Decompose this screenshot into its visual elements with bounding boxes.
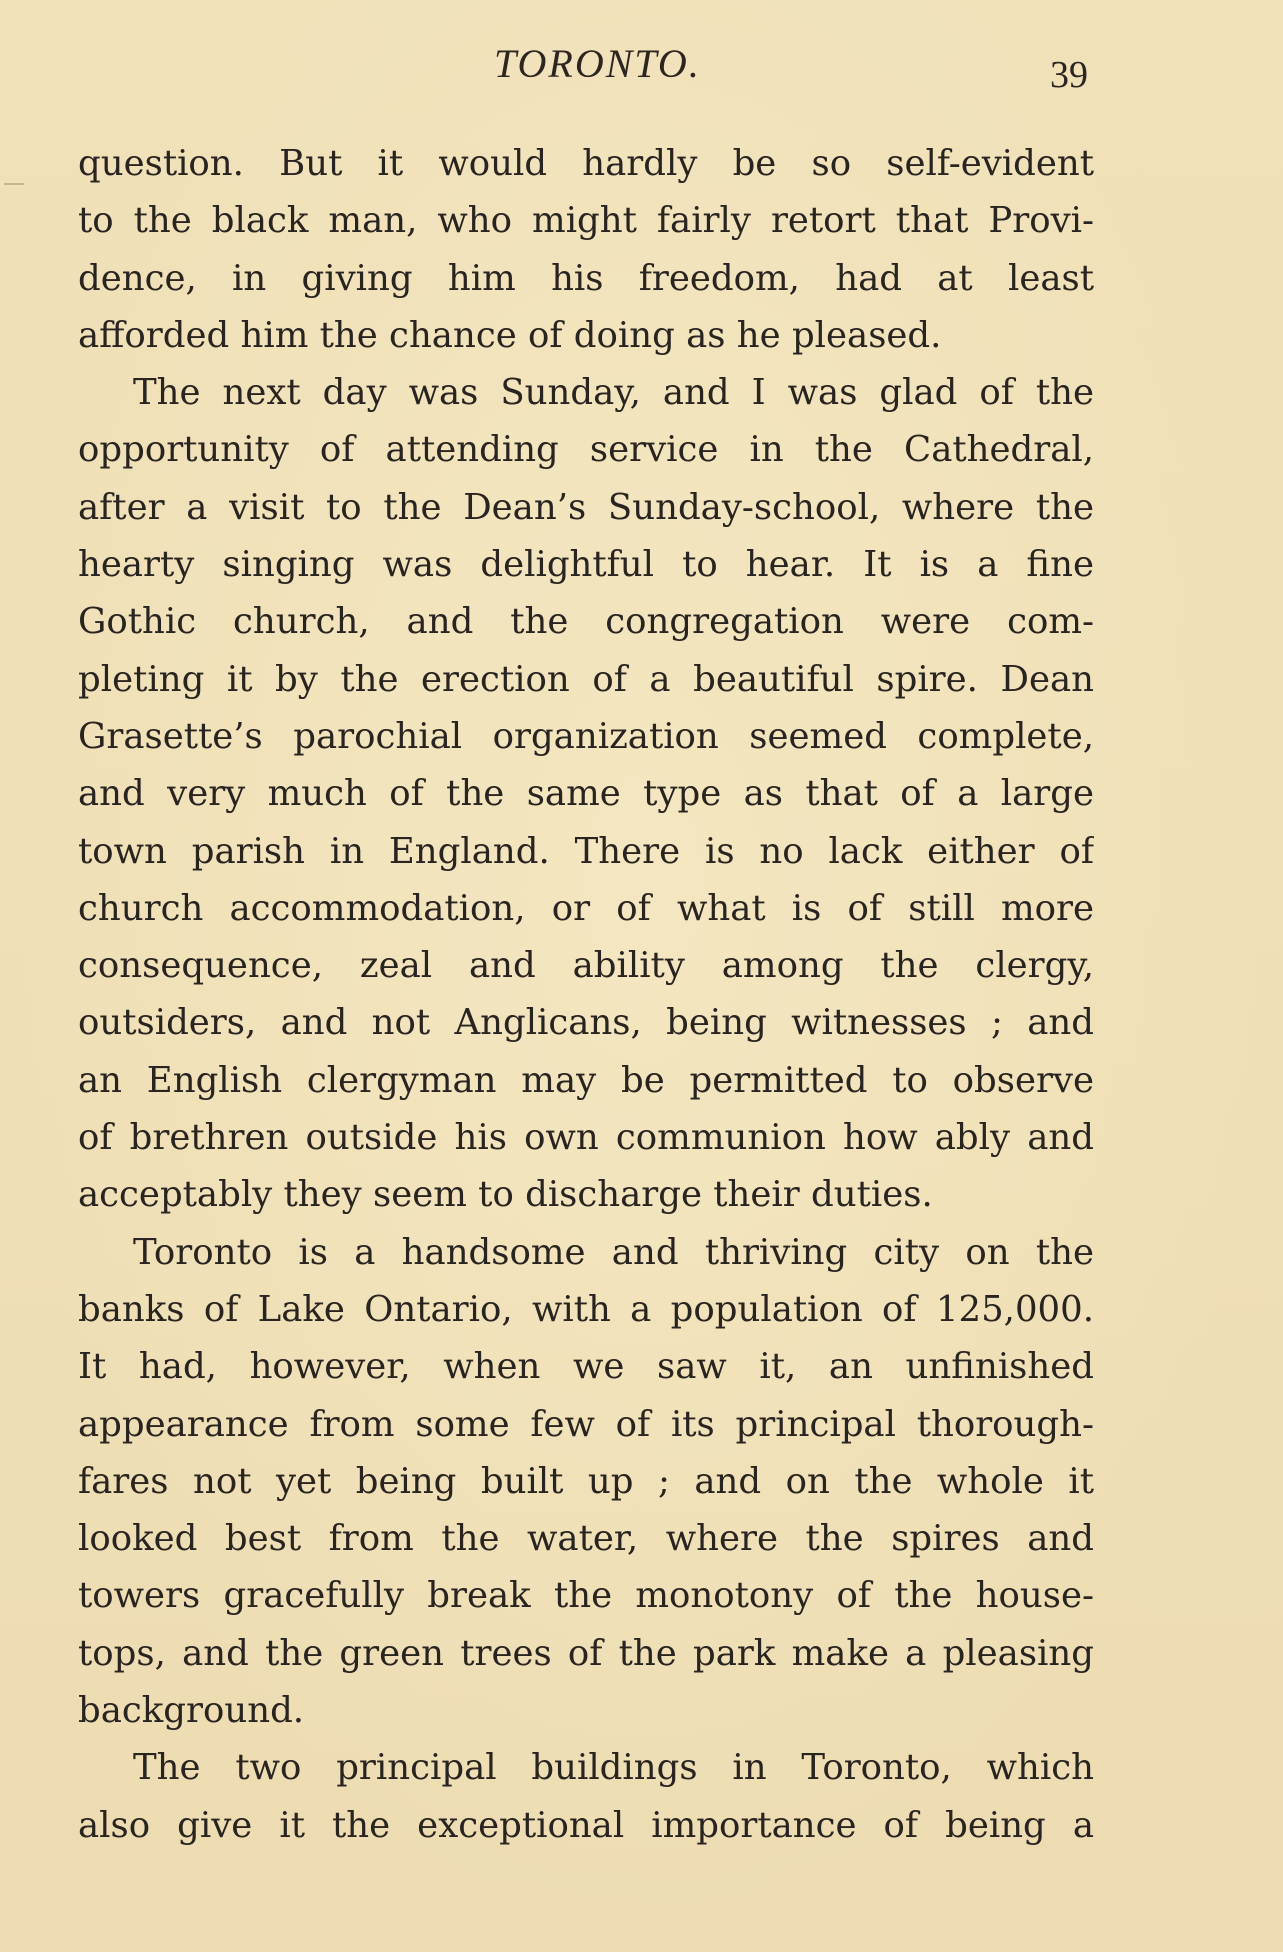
text-line: looked best from the water, where the spires and [78,1518,1094,1560]
text-line: fares not yet being built up ; and on the whole it [78,1460,1094,1502]
text-line: question. But it would hardly be so self-evident [78,143,1094,184]
text-line: of brethren outside his own communion how ably and [78,1117,1094,1159]
text-line: acceptably they seem to discharge their duties. [78,1174,933,1216]
page-number: 39 [1050,54,1088,96]
margin-mark [4,183,24,185]
text-line: to the black man, who might fairly retort that Provi- [78,200,1094,242]
text-line: tops, and the green trees of the park make a pleasing [78,1632,1094,1674]
running-title: TORONTO. [494,41,701,86]
paragraph-first-line: Toronto is a handsome and thriving city on the [133,1231,1094,1273]
text-line: and very much of the same type as that of a large [78,773,1094,815]
paragraph-first-line: The next day was Sunday, and I was glad of the [133,372,1094,414]
text-line: appearance from some few of its principal thorough- [78,1403,1094,1445]
text-line: after a visit to the Dean’s Sunday-school, where the [78,486,1094,528]
text-line: background. [78,1690,305,1732]
text-line: also give it the exceptional importance of being a [78,1804,1094,1846]
text-line: outsiders, and not Anglicans, being witnesses ; and [78,1002,1094,1044]
text-line: hearty singing was delightful to hear. It is a fine [78,544,1094,586]
text-line: dence, in giving him his freedom, had at least [78,257,1094,299]
text-line: Gothic church, and the congregation were com- [78,601,1094,643]
body-text [78,135,1094,1854]
text-line: Grasette’s parochial organization seemed complete, [78,715,1094,757]
text-line: afforded him the chance of doing as he pleased. [78,314,942,356]
text-line: banks of Lake Ontario, with a population of 125,000. [78,1288,1094,1330]
text-line: pleting it by the erection of a beautiful spire. Dean [78,658,1094,700]
text-line: opportunity of attending service in the Cathedral, [78,429,1094,471]
text-line: church accommodation, or of what is of still more [78,887,1094,929]
text-line: consequence, zeal and ability among the clergy, [78,945,1094,987]
running-head [0,40,1283,100]
text-line: It had, however, when we saw it, an unfinished [78,1346,1094,1388]
text-line: an English clergyman may be permitted to observe [78,1059,1094,1101]
text-line: towers gracefully break the monotony of the house- [78,1575,1094,1617]
paragraph-first-line: The two principal buildings in Toronto, which [133,1747,1094,1789]
text-line: town parish in England. There is no lack either of [78,830,1094,872]
